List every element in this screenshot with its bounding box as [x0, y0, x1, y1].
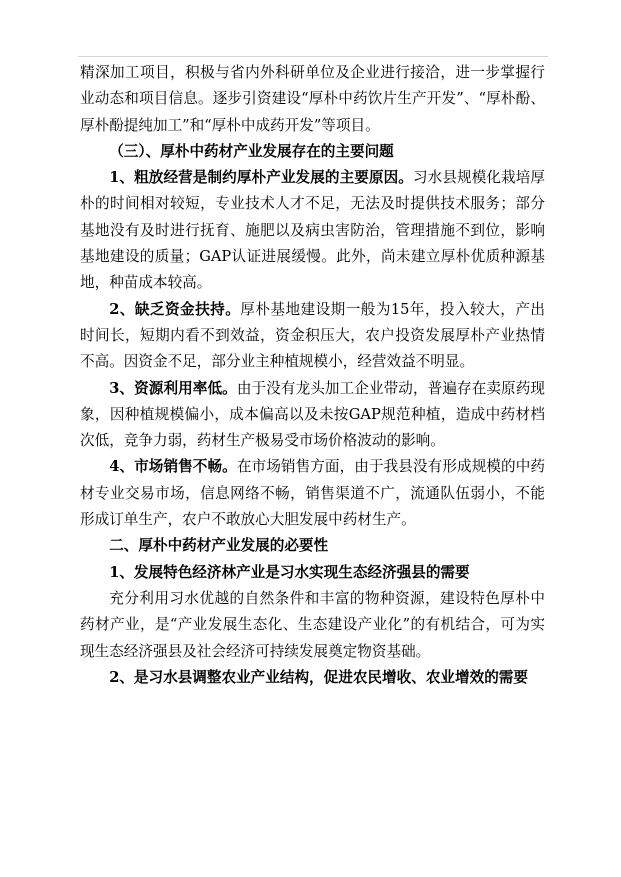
paragraph-lead: 2、缺乏资金扶持。: [109, 300, 241, 318]
paragraph-lack-funding: [80, 297, 545, 376]
heading-text: 1、发展特色经济林产业是习水实现生态经济强县的需要: [109, 563, 470, 581]
heading-text: 2、是习水县调整农业产业结构，促进农民增收、农业增效的需要: [109, 668, 528, 686]
paragraph-low-utilization: [80, 376, 545, 455]
paragraph-continuation: [80, 60, 545, 139]
paragraph-text: 精深加工项目，积极与省内外科研单位及企业进行接洽，进一步掌握行业动态和项目信息。逐步引资建设“厚朴中药饮片生产开发”、“厚朴酚、厚朴酚提纯加工”和“厚朴中成药开发”等项目。: [80, 64, 545, 134]
subheading-eco-economy: [80, 560, 545, 586]
paragraph-text: 在市场销售方面，由于我县没有形成规模的中药材专业交易市场，信息网络不畅，销售渠道不广，流通队伍弱小，不能形成订单生产，农户不敢放心大胆发展中药材生产。: [80, 458, 546, 529]
document-body: [80, 60, 545, 691]
paragraph-lead: 4、市场销售不畅。: [109, 458, 237, 476]
header-rule: [78, 56, 548, 57]
heading-text: （三）、厚朴中药材产业发展存在的主要问题: [109, 142, 394, 160]
paragraph-extensive-management: [80, 165, 545, 296]
paragraph-lead: 1、粗放经营是制约厚朴产业发展的主要原因。: [109, 169, 413, 187]
paragraph-text: 厚朴基地建设期一般为15年，投入较大，产出时间长，短期内看不到效益，资金积压大，农户投资发展厚朴产业热情不高。因资金不足，部分业主种植规模小，经营效益不明显。: [80, 300, 546, 371]
heading-text: 二、厚朴中药材产业发展的必要性: [109, 537, 329, 555]
paragraph-lead: 3、资源利用率低。: [109, 379, 237, 397]
section-heading-problems: [80, 139, 545, 165]
paragraph-poor-sales: [80, 454, 545, 533]
paragraph-text: 充分利用习水优越的自然条件和丰富的物种资源，建设特色厚朴中药材产业，是“产业发展生态化、生态建设产业化”的有机结合，可为实现生态经济强县及社会经济可持续发展奠定物资基础。: [80, 589, 545, 660]
paragraph-text: 由于没有龙头加工企业带动，普遍存在卖原药现象，因种植规模偏小，成本偏高以及未按GAP规范种植，造成中药材档次低，竞争力弱，药材生产极易受市场价格波动的影响。: [80, 379, 546, 450]
paragraph-text: 习水县规模化栽培厚朴的时间相对较短，专业技术人才不足，无法及时提供技术服务；部分基地没有及时进行抚育、施肥以及病虫害防治，管理措施不到位，影响基地建设的质量；GAP认证进展缓慢。此外，尚未建立厚朴优质种源基地，种苗成本较高。: [80, 169, 545, 292]
section-heading-necessity: [80, 533, 545, 559]
paragraph-natural-conditions: [80, 586, 545, 665]
subheading-structure-adjustment: [80, 665, 545, 691]
